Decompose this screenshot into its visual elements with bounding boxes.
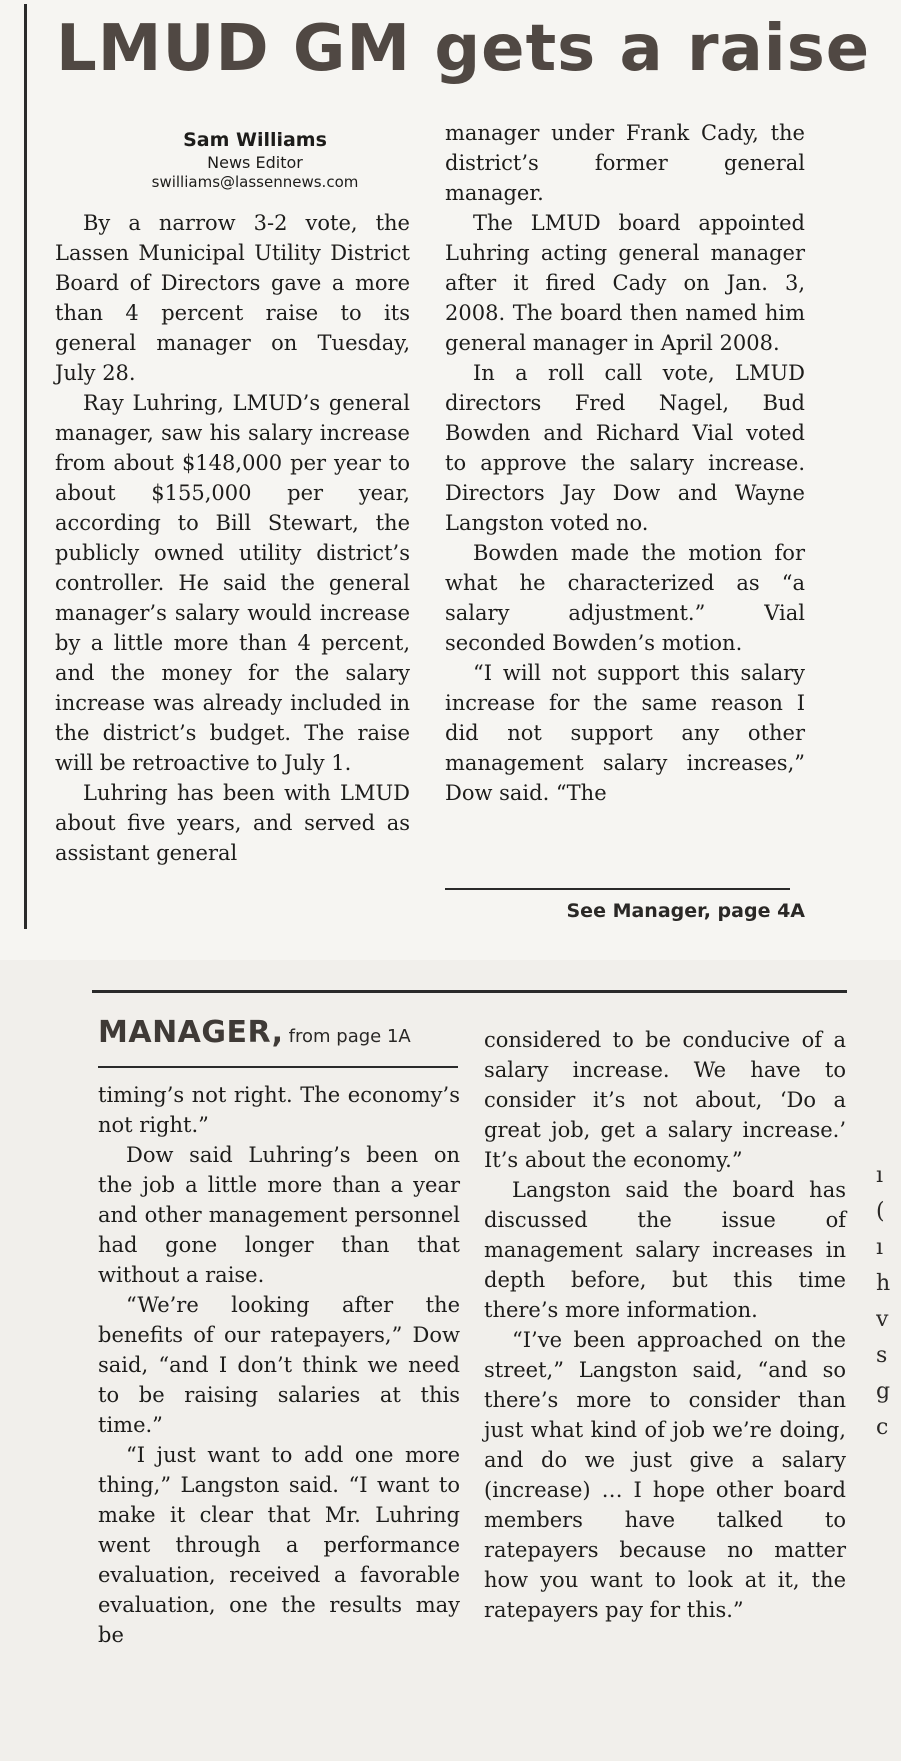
kicker-from: from page 1A: [288, 1026, 411, 1047]
column-rule: [24, 4, 27, 929]
paragraph: “I just want to add one more thing,” Langston said. “I want to make it clear that Mr. Luhring went through a performance evaluation, received a favorable evaluation, one the results may be: [98, 1443, 460, 1647]
paragraph: Langston said the board has discussed the issue of management salary increases in depth before, but this time there’s more information.: [484, 1178, 846, 1322]
paragraph-continued: considered to be conducive of a salary increase. We have to consider it’s not about, ‘Do a great job, get a salary increase.’ It’s about the economy.”: [484, 1028, 846, 1172]
fragment-glyph: s: [876, 1343, 888, 1368]
article-column-1: [55, 208, 410, 868]
byline-role: News Editor: [207, 152, 303, 172]
paragraph: Luhring has been with LMUD about five years, and served as assistant general: [55, 781, 410, 865]
fragment-glyph: v: [876, 1307, 889, 1332]
paragraph: Bowden made the motion for what he characterized as “a salary adjustment.” Vial seconded Bowden’s motion.: [445, 541, 805, 655]
paragraph-continued: timing’s not right. The economy’s not right.”: [98, 1083, 460, 1137]
jump-rule: [445, 888, 790, 890]
fragment-glyph: (: [876, 1199, 885, 1224]
byline-email: swilliams@lassennews.com: [151, 173, 359, 192]
continuation-kicker: [98, 1015, 411, 1050]
paragraph: The LMUD board appointed Luhring acting general manager after it fired Cady on Jan. 3, 2008. The board then named him general manager in April 2008.: [445, 211, 805, 355]
article-column-3: [98, 1080, 460, 1650]
kicker-rule: [98, 1066, 458, 1068]
fragment-glyph: h: [876, 1271, 891, 1296]
article-column-4: [484, 1025, 846, 1625]
byline: [100, 128, 410, 193]
article-continuation-clipping: [0, 960, 901, 1761]
paragraph: Dow said Luhring’s been on the job a little more than a year and other management personnel had gone longer than that without a raise.: [98, 1143, 460, 1287]
fragment-glyph: ı: [876, 1163, 884, 1188]
kicker-word: MANAGER,: [98, 1015, 284, 1050]
article-column-2: [445, 118, 805, 808]
paragraph-continued: manager under Frank Cady, the district’s former general manager.: [445, 121, 805, 205]
byline-name: Sam Williams: [183, 129, 327, 151]
paragraph: By a narrow 3-2 vote, the Lassen Municipal Utility District Board of Directors gave a more than 4 percent raise to its general manager on Tuesday, July 28.: [55, 211, 410, 385]
paragraph: “I’ve been approached on the street,” Langston said, “and so there’s more to consider than just what kind of job we’re doing, and do we just give a salary (increase) … I hope other board members have talked to ratepayers because no matter how you want to look at it, the ratepayers pay for this.”: [484, 1328, 846, 1622]
jump-line: See Manager, page 4A: [566, 900, 805, 922]
paragraph: Ray Luhring, LMUD’s general manager, saw his salary increase from about $148,000 per year to about $155,000 per year, according to Bill Stewart, the publicly owned utility district’s controller. He said the general manager’s salary would increase by a little more than 4 percent, and the money for the salary increase was already included in the district’s budget. The raise will be retroactive to July 1.: [55, 391, 410, 775]
fragment-glyph: c: [876, 1415, 889, 1440]
cut-off-adjacent-column: [876, 1158, 896, 1446]
paragraph: In a roll call vote, LMUD directors Fred Nagel, Bud Bowden and Richard Vial voted to approve the salary increase. Directors Jay Dow and Wayne Langston voted no.: [445, 361, 805, 535]
fragment-glyph: ı: [876, 1235, 884, 1260]
fragment-glyph: g: [876, 1379, 891, 1404]
paragraph: “We’re looking after the benefits of our ratepayers,” Dow said, “and I don’t think we need to be raising salaries at this time.”: [98, 1293, 460, 1437]
paragraph: “I will not support this salary increase for the same reason I did not support any other management salary increases,” Dow said. “The: [445, 661, 805, 805]
section-rule: [92, 990, 847, 993]
headline: LMUD GM gets a raise: [56, 12, 871, 86]
